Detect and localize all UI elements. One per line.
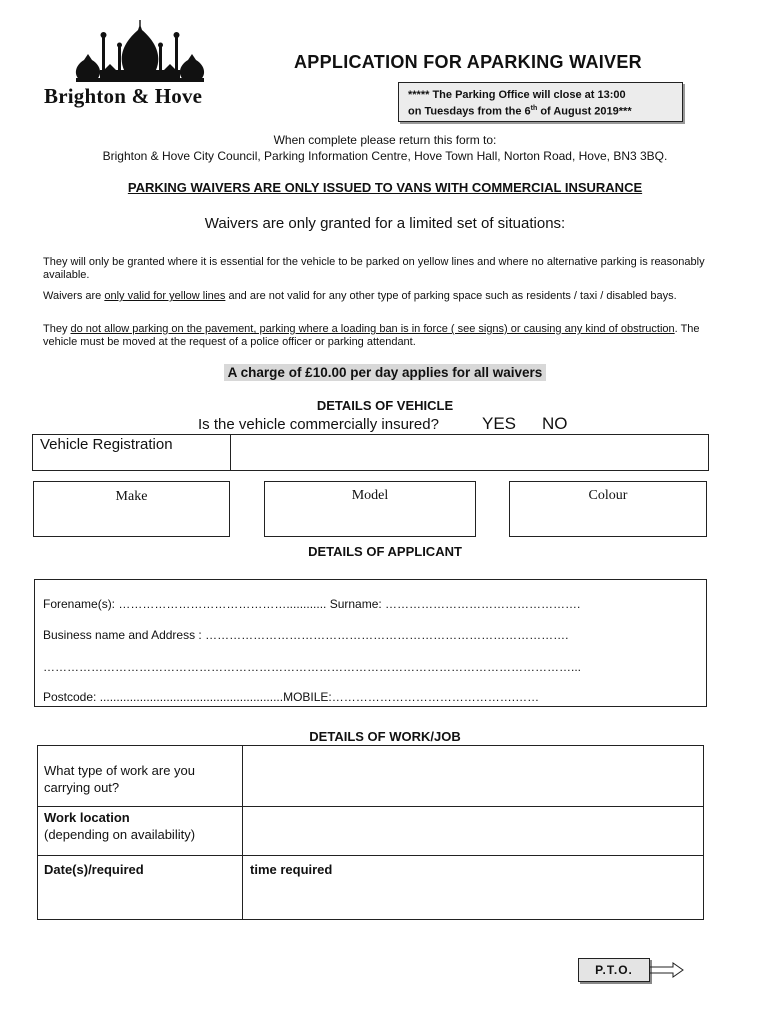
work-section-heading: DETAILS OF WORK/JOB bbox=[309, 729, 461, 744]
condition-paragraph-1: They will only be granted where it is essential for the vehicle to be parked on yellow lines and where no alternative parking is reasonably available. bbox=[43, 256, 705, 281]
condition-paragraph-3: They do not allow parking on the pavement, parking where a loading ban is in force ( see signs) or causing any kind of obstruction. The vehicle must be moved at the request of a police officer or parking attendant. bbox=[43, 323, 700, 348]
logo-text: Brighton & Hove bbox=[44, 84, 203, 108]
registration-divider bbox=[230, 434, 231, 471]
business-address-field[interactable]: Business name and Address : ………………………………………………………………………………. bbox=[43, 628, 569, 642]
applicant-section-heading: DETAILS OF APPLICANT bbox=[308, 544, 462, 559]
forename-surname-field[interactable]: Forename(s): ……………………………………............ Surname: …………………………………………. bbox=[43, 597, 581, 611]
form-title: APPLICATION FOR APARKING WAIVER bbox=[294, 52, 642, 72]
time-required-label: time required bbox=[250, 862, 333, 877]
vehicle-registration-field[interactable] bbox=[232, 436, 706, 469]
insured-question: Is the vehicle commercially insured? bbox=[198, 416, 439, 433]
charge-notice bbox=[0, 364, 770, 382]
address-continuation-field[interactable]: ……………………………………………………………………………………………………………………... bbox=[43, 660, 582, 674]
dates-required-label: Date(s)/required bbox=[44, 862, 144, 877]
colour-field[interactable] bbox=[509, 481, 707, 537]
dates-time-field[interactable] bbox=[38, 878, 703, 919]
office-closure-notice bbox=[398, 82, 683, 122]
arrow-right-icon bbox=[649, 962, 685, 978]
vehicle-section-heading: DETAILS OF VEHICLE bbox=[316, 398, 454, 413]
work-location-label: Work location bbox=[44, 810, 130, 825]
commercial-insurance-banner: PARKING WAIVERS ARE ONLY ISSUED TO VANS WITH COMMERCIAL INSURANCE bbox=[127, 180, 643, 195]
model-field[interactable] bbox=[264, 481, 476, 537]
granted-heading: Waivers are only granted for a limited set of situations: bbox=[204, 215, 566, 232]
insured-no-option[interactable]: NO bbox=[542, 414, 568, 433]
return-address: Brighton & Hove City Council, Parking Information Centre, Hove Town Hall, Norton Road, Hove, BN3 3BQ. bbox=[102, 149, 668, 163]
charge-text: A charge of £10.00 per day applies for all waivers bbox=[224, 364, 547, 381]
model-label: Model bbox=[351, 488, 389, 503]
work-location-sublabel: (depending on availability) bbox=[44, 827, 196, 842]
notice-line-2: on Tuesdays from the 6th of August 2019*** bbox=[408, 105, 632, 118]
insured-yes-option[interactable]: YES bbox=[482, 414, 517, 433]
return-instruction: When complete please return this form to: bbox=[273, 133, 497, 147]
pto-label: P.T.O. bbox=[578, 958, 650, 982]
work-type-field[interactable] bbox=[244, 746, 703, 805]
colour-label: Colour bbox=[588, 488, 628, 503]
work-location-label-cell bbox=[38, 803, 242, 849]
make-label: Make bbox=[115, 489, 148, 504]
postcode-mobile-field[interactable]: Postcode: .......................................................MOBILE:……………………………………….…… bbox=[43, 690, 540, 704]
notice-line-1: ***** The Parking Office will close at 13:00 bbox=[408, 89, 626, 101]
work-type-label: What type of work are you carrying out? bbox=[44, 763, 196, 795]
make-field[interactable] bbox=[33, 481, 230, 537]
work-location-field[interactable] bbox=[244, 807, 703, 854]
condition-paragraph-2: Waivers are only valid for yellow lines and are not valid for any other type of parking space such as residents / taxi / disabled bays. bbox=[43, 290, 677, 302]
vehicle-registration-label: Vehicle Registration bbox=[40, 436, 173, 453]
